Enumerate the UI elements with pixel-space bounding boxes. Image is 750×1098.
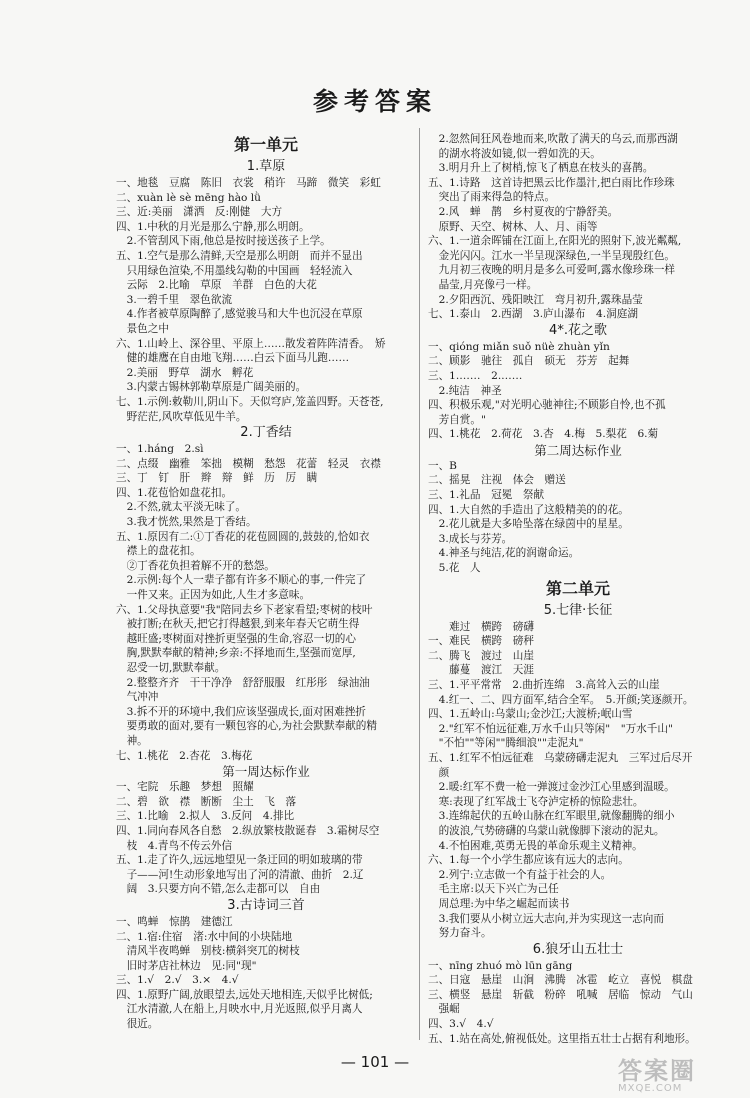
answer-line: 要勇敢的面对,要有一颗包容的心,为社会默默奉献的精 [116,720,377,733]
lesson-title: 1.草原 [246,159,286,174]
answer-line: 2."红军不怕远征难,万水千山只等闲" "万水千山" [428,722,673,735]
answer-line: 二、1.宿:住宿 渚:水中间的小块陆地 [116,930,293,943]
answer-line: 二、顾影 驰往 孤自 硕无 芬芳 起舞 [428,355,630,368]
answer-line: 金光闪闪。江水一半呈现深绿色,一半呈现殷红色。 [428,249,676,262]
answer-line: 一、B [428,459,457,472]
answer-line: 六、1.父母执意要"我"陪同去乡下老家看望;枣树的枝叶 [116,603,373,616]
lesson-title: 4*.花之歌 [549,322,607,338]
watermark-text: 答案圈 [618,1057,696,1085]
answer-line: 枝 4.青鸟不传云外信 [116,839,233,852]
answer-line: 3.一碧千里 翠色欲流 [116,293,233,306]
answer-line: 二、腾飞 渡过 山崖 [428,649,534,662]
watermark-logo [618,1058,740,1094]
answer-line: 五、1.红军不怕远征难 乌蒙磅礴走泥丸 三军过后尽开 [428,751,693,764]
answer-line: 四、1.中秋的月光是那么宁静,那么明朗。 [116,220,310,233]
answer-line: 四、1.桃花 2.荷花 3.杏 4.梅 5.梨花 6.菊 [428,428,659,441]
answer-line: 被打断;在秋天,把它打得越狠,到来年春天它萌生得 [116,618,360,631]
answer-line: 五、1.站在高处,俯视低处。这里指五壮士占据有利地形。 [428,1032,696,1045]
answer-line: 2.整整齐齐 干干净净 舒舒服服 红彤彤 绿油油 [116,676,370,689]
answer-line: 三、1.礼品 冠冕 祭献 [428,489,545,502]
answer-line: 三、横竖 悬崖 斩截 粉碎 吼喊 居临 惊动 气山 [428,988,693,1001]
answer-line: 云际 2.比喻 草原 羊群 白色的大花 [116,279,317,292]
answer-line: 4.不怕困难,英勇无畏的革命乐观主义精神。 [428,839,643,852]
answer-line: 3.内蒙古锡林郭勒草原是广阔美丽的。 [116,381,307,394]
answer-line: 三、1.比喻 2.拟人 3.反问 4.排比 [116,810,295,823]
answer-line: 2.夕阳西沉、残阳映江 弯月初升,露珠晶莹 [428,293,643,306]
answer-line: 四、1.同向春风各自愁 2.纵放繁枝散诞春 3.霜树尽空 [116,824,380,837]
answer-line: 一、1.háng 2.sì [116,443,204,456]
answer-line: 健的雄鹰在自由地飞翔……白云下面马儿跑…… [116,352,350,365]
answer-line: 寒:表现了红军战士飞夺泸定桥的惊险悲壮。 [428,795,644,808]
answer-line: 晶莹,月亮像弓一样。 [428,278,538,291]
answer-line: 越旺盛;枣树面对挫折更坚强的生命,容忍一切的心 [116,632,356,645]
answer-line: 一、难民 横跨 磅秤 [428,635,534,648]
answer-line: 四、3.√ 4.√ [428,1018,494,1031]
right-column [428,132,728,1046]
answer-line: 六、1.每一个小学生都应该有远大的志向。 [428,854,629,867]
answer-line: 强崛 [428,1003,460,1016]
answer-line: 3.我们要从小树立远大志向,并为实现这一志向而 [428,912,664,925]
answer-line: 3.明月升上了树梢,惊飞了栖息在枝头的喜鹊。 [428,162,654,175]
answer-line: 难过 横跨 磅礴 [428,620,534,633]
answer-line: 3.拆不开的环境中,我们应该坚强成长,面对困难挫折 [116,705,366,718]
answer-line: 六、1.山岭上、深谷里、平原上……散发着阵阵清香。 矫 [116,337,386,350]
answer-line: 5.花 人 [428,562,481,575]
answer-line: 野茫茫,风吹草低见牛羊。 [116,410,247,423]
answer-line: 四、积极乐观,"对光明心驰神往;不顾影自怜,也不孤 [428,399,666,412]
page-number: — 101 — [340,1053,410,1071]
answer-line: 的湖水将波如镜,似一碧如洗的天。 [428,147,601,160]
lesson-title: 5.七律·长征 [543,602,613,618]
page-title: 参考答案 [312,87,437,116]
answer-line: 胸,默默奉献的精神;乡亲:不择地而生,坚强而宽厚, [116,647,356,660]
answer-line: 阔 3.只要方向不错,怎么走都可以 自由 [116,883,321,896]
answer-line: 4.神圣与纯洁,花的润谢命运。 [428,547,580,560]
answer-line: 4.作者被草原陶醉了,感觉骏马和大牛也沉浸在草原 [116,308,363,321]
answer-line: 六、1.一道余晖铺在江面上,在阳光的照射下,波光粼粼, [428,235,682,248]
answer-line: 2.列宁:立志做一个有益于社会的人。 [428,868,612,881]
answer-line: 2.纯洁 神圣 [428,384,502,397]
answer-line: 一、鸣蝉 惊鹊 建德江 [116,915,233,928]
answer-line: 努力奋斗。 [428,927,492,940]
answer-line: 四、1.原野广阔,放眼望去,远处天地相连,天似乎比树低; [116,988,373,1001]
answer-line: 二、日寇 悬崖 山涧 沸腾 冰雹 屹立 喜悦 棋盘 [428,974,693,987]
answer-line: 子——河!生动形象地写出了河的清澈、曲折 2.辽 [116,868,364,881]
answer-line: 二、碧 欲 襟 断断 尘土 飞 落 [116,795,297,808]
answer-line: 2.示例:每个人一辈子都有许多不顺心的事,一件完了 [116,574,367,587]
unit-heading: 第一单元 [233,135,298,154]
answer-line: 三、近:美丽 潇洒 反:刚健 大方 [116,206,283,219]
answer-line: 2.不管刮风下雨,他总是按时接送孩子上学。 [116,235,331,248]
answer-line: 2.风 蝉 鹊 乡村夏夜的宁静舒美。 [428,205,619,218]
answer-line: 很近。 [116,1018,159,1031]
watermark-url: MXQE.COM [618,1083,683,1094]
answer-line: 五、1.空气是那么清鲜,天空是那么明朗 而并不显出 [116,249,363,262]
answer-line: 二、点缀 幽雅 笨拙 模糊 愁怨 花蕾 轻灵 衣襟 [116,457,381,470]
answer-line: 3.连绵起伏的五岭山脉在红军眼里,就像翻腾的细小 [428,810,675,823]
answer-line: 突出了雨来得急的特点。 [428,191,556,204]
answer-line: 气冲冲 [116,691,159,704]
answer-line: 2.美丽 野草 湖水 孵花 [116,366,254,379]
answer-line: 原野、天空、树林、人、月、雨等 [428,220,598,233]
answer-line: ②丁香花负担着解不开的愁怨。 [116,559,275,572]
lesson-title: 3.古诗词三首 [227,897,305,913]
answer-line: 七、1.桃花 2.杏花 3.梅花 [116,749,253,762]
answer-line: 襟上的盘花扣。 [116,545,201,558]
answer-line: 颜 [428,766,450,779]
answer-line: 三、1.…… 2.…… [428,369,523,382]
answer-line: 一件又来。正因为如此,人生才多意味。 [116,589,311,602]
answer-line: "不怕""等闲""腾细浪""走泥丸" [428,737,584,750]
answer-line: 清风半夜鸣蝉 别枝:横斜突兀的树枝 [116,945,300,958]
answer-line: 2.花儿就是大多哈坠落在绿茵中的星星。 [428,518,629,531]
answer-line: 四、1.五岭山:乌蒙山;金沙江;大渡桥;岷山雪 [428,708,633,721]
answer-line: 藤蔓 渡江 天涯 [428,664,534,677]
answer-line: 二、摇晃 注视 体会 赠送 [428,474,566,487]
answer-line: 三、1.√ 2.√ 3.× 4.√ [116,974,239,987]
answer-line: 一、地毯 豆腐 陈旧 衣裳 稍许 马蹄 微笑 彩虹 [116,177,381,189]
answer-line: 2.忽然间狂风卷地而来,吹散了满天的乌云,而那西湖 [428,133,678,145]
answer-line: 四、1.花苞恰如盘花扣。 [116,486,233,499]
answer-line: 三、丁 钉 肝 辫 辩 鲜 历 厉 瞒 [116,472,318,485]
answer-line: 2.暖:红军不费一枪一弹渡过金沙江心里感到温暖。 [428,781,675,794]
section-heading: 第一周达标作业 [222,764,310,780]
answer-line: 3.我才恍然,果然是丁香结。 [116,516,257,529]
answer-line: 四、1.大自然的手造出了这般精美的的花。 [428,503,629,516]
unit-heading: 第二单元 [545,578,610,598]
answer-line: 九月初三夜晚的明月是多么可爱呵,露水像珍珠一样 [428,264,676,277]
answer-line: 芳自赏。" [428,413,486,426]
answer-line: 只用绿色渲染,不用墨线勾勒的中国画 轻轻流入 [116,264,353,277]
answer-line: 五、1.原因有二:①丁香花的花苞圆圆的,鼓鼓的,恰如衣 [116,530,370,543]
answer-line: 景色之中 [116,322,169,335]
answer-line: 毛主席:以天下兴亡为己任 [428,883,559,896]
column-divider [419,128,420,1040]
answer-line: 七、1.泰山 2.西湖 3.庐山瀑布 4.洞庭湖 [428,308,638,321]
section-heading: 第二周达标作业 [534,442,622,458]
answer-line: 4.红一、二、四方面军,结合全军。 5.开颜;笑逐颜开。 [428,693,694,706]
answer-line: 3.成长与芬芳。 [428,532,513,545]
answer-line: 一、qióng miǎn suǒ nüè zhuàn yǐn [428,340,610,353]
answer-line: 旧时茅店社林边 见:同"现" [116,959,257,972]
answer-line: 一、宅院 乐趣 梦想 照耀 [116,781,254,794]
answer-line: 周总理:为中华之崛起而读书 [428,897,570,910]
answer-line: 一、nīng zhuó mò lūn gāng [428,959,573,972]
lesson-title: 6.狼牙山五壮士 [532,941,624,957]
answer-line: 五、1.走了许久,远远地望见一条迂回的明如玻璃的带 [116,854,363,867]
answer-line: 神。 [116,734,148,747]
answer-line: 二、xuàn lè sè mēng hào lǜ [116,191,261,204]
answer-line: 三、1.平平常常 2.曲折连绵 3.高耸入云的山崖 [428,679,660,691]
left-column [116,132,416,1032]
answer-line: 七、1.示例:敕勒川,阴山下。天似穹庐,笼盖四野。天苍苍, [116,395,384,408]
answer-line: 忍受一切,默默奉献。 [116,662,226,674]
answer-line: 的波浪,气势磅礴的乌蒙山就像脚下滚动的泥丸。 [428,824,665,837]
answer-line: 五、1.诗路 这首诗把黑云比作墨汁,把白雨比作珍珠 [428,176,675,189]
lesson-title: 2.丁香结 [240,425,292,441]
answer-line: 江水清澈,人在船上,月映水中,月光返照,似乎月离人 [116,1003,363,1016]
answer-line: 2.不然,就太平淡无味了。 [116,501,247,514]
